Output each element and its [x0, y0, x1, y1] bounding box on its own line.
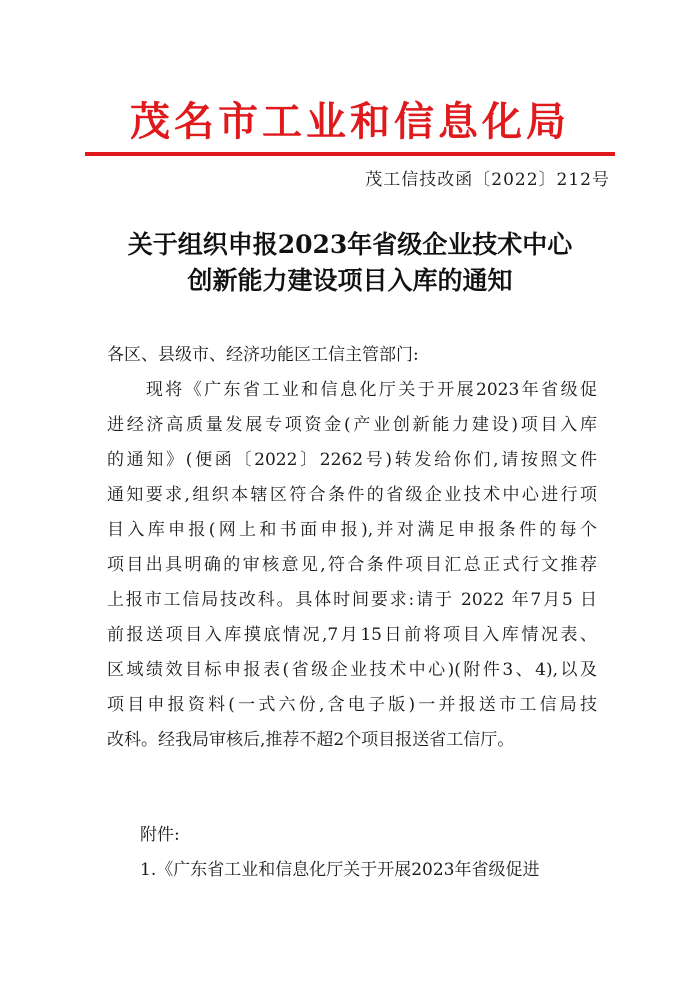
attachments-label: 附件: [140, 825, 180, 845]
body-line: 项目申报资料(一式六份,含电子版)一并报送市工信局技 [107, 695, 597, 715]
body-line: 目入库申报(网上和书面申报),并对满足申报条件的每个 [107, 520, 597, 540]
body-line: 上报市工信局技改科。具体时间要求:请于 2022 年7月5 日 [107, 590, 597, 610]
header-red-rule [85, 152, 615, 156]
body-line: 进经济高质量发展专项资金(产业创新能力建设)项目入库 [107, 415, 597, 435]
body-line: 通知要求,组织本辖区符合条件的省级企业技术中心进行项 [107, 485, 597, 505]
body-line: 现将《广东省工业和信息化厅关于开展2023年省级促 [107, 380, 597, 400]
body-line: 前报送项目入库摸底情况,7月15日前将项目入库情况表、 [107, 625, 597, 645]
document-title-line-2: 创新能力建设项目入库的通知 [187, 266, 513, 295]
header-org-name: 茂名市工业和信息化局 [130, 98, 570, 145]
body-line: 的通知》(便函〔2022〕2262号)转发给你们,请按照文件 [107, 450, 597, 470]
body-line: 区域绩效目标申报表(省级企业技术中心)(附件3、4),以及 [107, 660, 597, 680]
document-title-line-1: 关于组织申报2023年省级企业技术中心 [127, 230, 573, 259]
body-line: 改科。经我局审核后,推荐不超2个项目报送省工信厅。 [107, 730, 515, 750]
body-line: 项目出具明确的审核意见,符合条件项目汇总正式行文推荐 [107, 555, 597, 575]
salutation: 各区、县级市、经济功能区工信主管部门: [107, 345, 419, 365]
attachment-item: 1.《广东省工业和信息化厅关于开展2023年省级促进 [140, 860, 540, 880]
document-number: 茂工信技改函〔2022〕212号 [365, 170, 610, 190]
